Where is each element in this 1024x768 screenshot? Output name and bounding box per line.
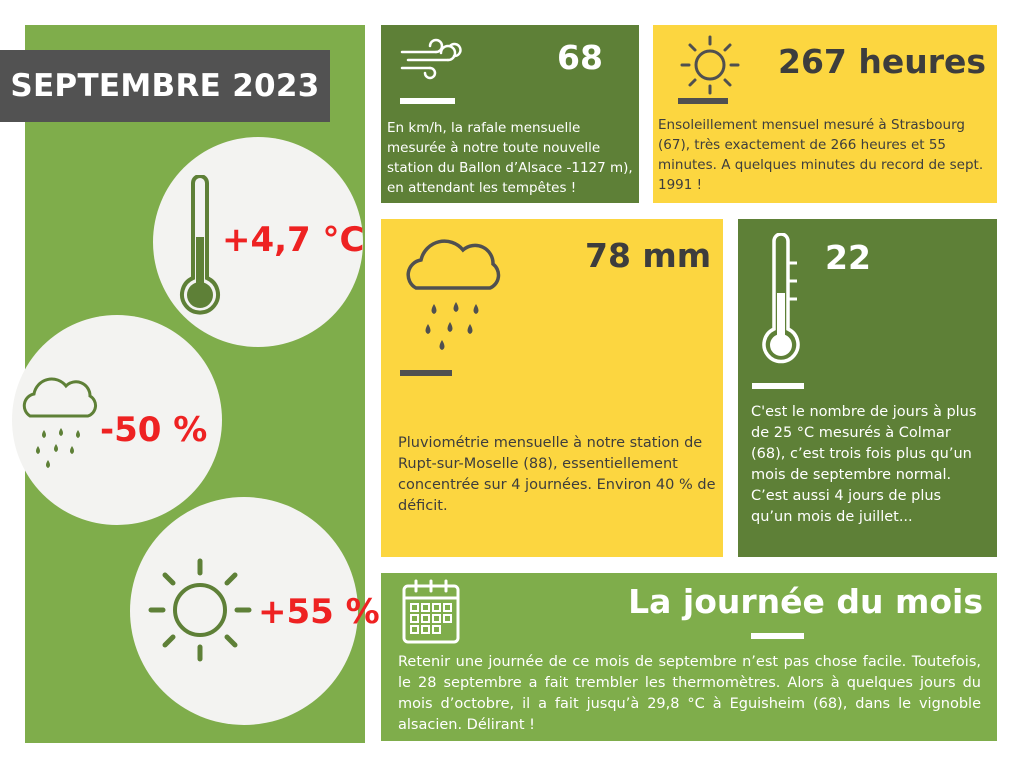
sunshine-anomaly: +55 % — [258, 592, 380, 632]
day-of-month-description: Retenir une journée de ce mois de septembre n’est pas chose facile. Toutefois, le 28 septembre a fait trembler les thermomètres. Alors à quelques jours du mois d’octobre, il a fait jusqu’à 29,8 °C à Eguisheim (68), dans le vignoble alsacien. Délirant ! — [398, 654, 981, 733]
hot-days-description: C'est le nombre de jours à plus de 25 °C mesurés à Colmar (68), c’est trois fois plus qu’un mois de septembre normal. C’est aussi 4 jours de plus qu’un mois de juillet... — [751, 404, 977, 525]
rainfall-value: 78 mm — [585, 236, 712, 275]
sunshine-value: 267 heures — [778, 42, 987, 81]
sun-icon — [145, 555, 255, 665]
wind-divider — [400, 98, 455, 104]
temperature-anomaly: +4,7 °C — [222, 220, 365, 260]
hot-days-divider — [752, 383, 804, 389]
sunshine-divider — [678, 98, 728, 104]
rain-cloud-icon — [398, 230, 508, 358]
day-of-month-divider — [751, 633, 804, 639]
wind-description: En km/h, la rafale mensuelle mesurée à notre toute nouvelle station du Ballon d’Alsace -1127 m), en attendant les tempêtes ! — [387, 120, 633, 196]
wind-value: 68 — [557, 38, 603, 77]
sun-icon — [678, 33, 742, 97]
rainfall-divider — [400, 370, 452, 376]
page-title: SEPTEMBRE 2023 — [0, 50, 330, 122]
thermometer-icon — [175, 175, 225, 320]
rain-cloud-icon — [16, 372, 101, 477]
calendar-icon — [400, 578, 464, 646]
wind-icon — [398, 38, 464, 80]
day-of-month-title: La journée du mois — [628, 582, 983, 621]
thermometer-icon — [755, 233, 807, 368]
hot-days-value: 22 — [825, 238, 871, 277]
rainfall-description: Pluviométrie mensuelle à notre station de Rupt-sur-Moselle (88), essentiellement concentrée sur 4 journées. Environ 40 % de déficit. — [398, 435, 716, 514]
rain-anomaly: -50 % — [100, 410, 208, 450]
sunshine-description: Ensoleillement mensuel mesuré à Strasbourg (67), très exactement de 266 heures et 55 minutes. A quelques minutes du record de sept. 1991 ! — [658, 117, 984, 193]
